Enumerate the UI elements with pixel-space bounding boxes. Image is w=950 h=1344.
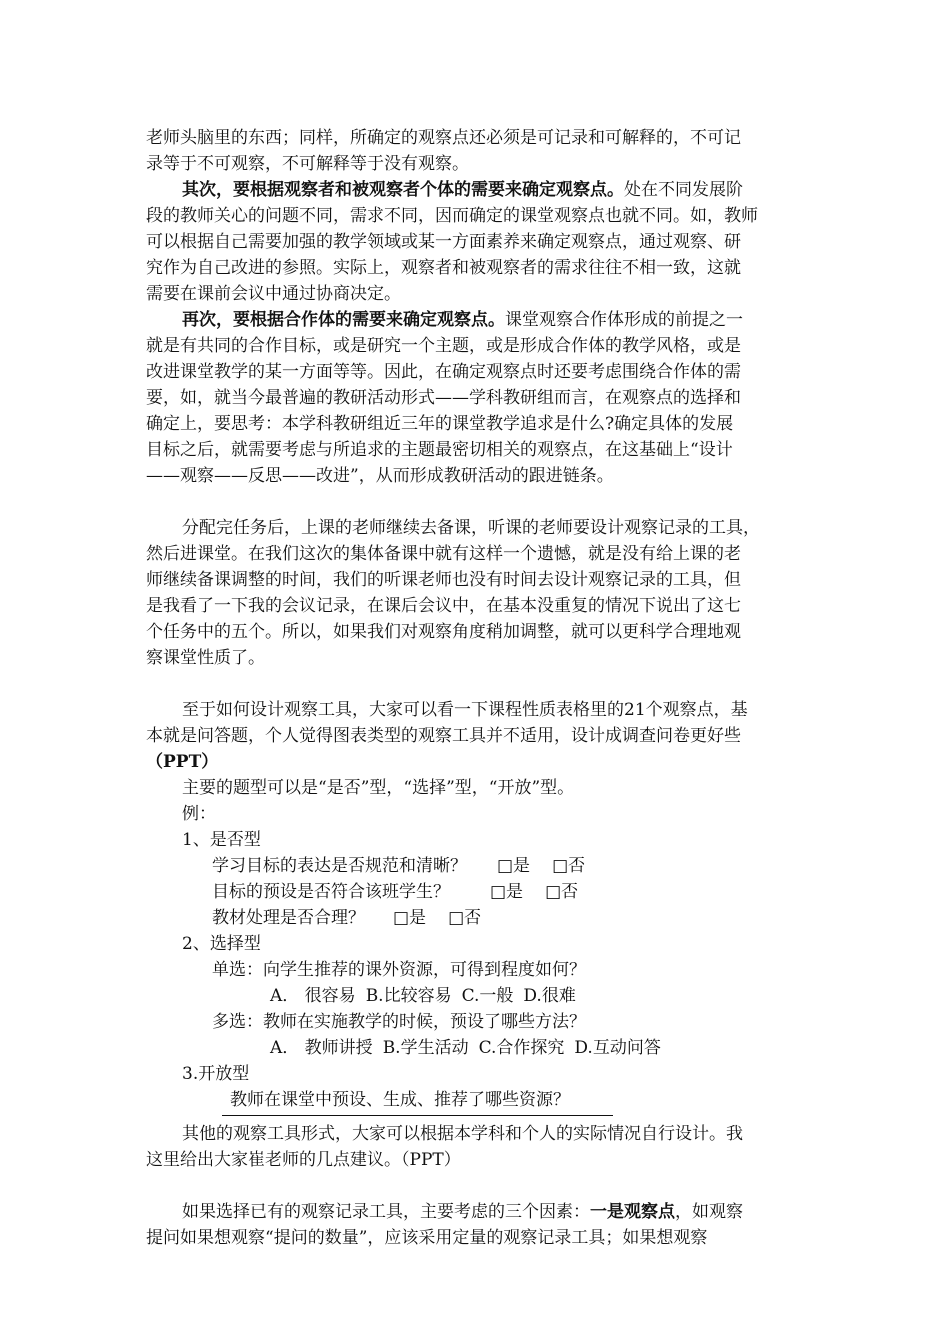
- open-heading: 3.开放型: [182, 1064, 250, 1084]
- answer-blank-line: [222, 1115, 613, 1116]
- choice-heading: 2、选择型: [182, 934, 261, 954]
- option-d: D.很难: [523, 986, 576, 1006]
- body-text-line: 分配完任务后，上课的老师继续去备课，听课的老师要设计观察记录的工具，: [182, 518, 760, 538]
- question-types-intro: 主要的题型可以是“是否”型，“选择”型，“开放”型。: [182, 778, 575, 798]
- option-a: A． 教师讲授: [270, 1038, 373, 1058]
- body-text-line: [146, 1147, 461, 1173]
- body-text-line: 要，如，就当今最普遍的教研活动形式——学科教研组而言，在观察点的选择和: [146, 388, 741, 408]
- body-text-line: 本就是问答题，个人觉得图表类型的观察工具并不适用，设计成调查问卷更好些: [146, 726, 741, 746]
- body-text-line: 是我看了一下我的会议记录，在课后会议中，在基本没重复的情况下说出了这七: [146, 596, 741, 616]
- yes-checkbox-option: □是: [490, 882, 524, 902]
- body-text-line: 就是有共同的合作目标，或是研究一个主题，或是形成合作体的教学风格，或是: [146, 336, 741, 356]
- paragraph-line: [182, 1199, 743, 1225]
- bold-lead-sentence: 再次，要根据合作体的需要来确定观察点。: [182, 310, 505, 330]
- single-choice-options: [270, 983, 576, 1009]
- body-text-line: 师继续备课调整的时间，我们的听课老师也没有时间去设计观察记录的工具，但: [146, 570, 741, 590]
- single-choice-question: 单选：向学生推荐的课外资源，可得到程度如何？: [212, 960, 586, 980]
- ppt-reference: （PPT）: [146, 752, 219, 772]
- yes-no-heading: 1、是否型: [182, 830, 261, 850]
- body-text-line: 可以根据自己需要加强的教学领域或某一方面素养来确定观察点，通过观察、研: [146, 232, 741, 252]
- body-text-line: 个任务中的五个。所以，如果我们对观察角度稍加调整，就可以更科学合理地观: [146, 622, 741, 642]
- option-a: A． 很容易: [270, 986, 356, 1006]
- no-checkbox-option: □否: [448, 908, 482, 928]
- body-text-line: 老师头脑里的东西；同样，所确定的观察点还必须是可记录和可解释的，不可记: [146, 128, 741, 148]
- option-c: C.一般: [461, 986, 514, 1006]
- question-text: 目标的预设是否符合该班学生？: [212, 882, 450, 902]
- body-text: 处在不同发展阶: [624, 180, 743, 200]
- question-text: 学习目标的表达是否规范和清晰？: [212, 856, 467, 876]
- paragraph-line: [182, 177, 743, 203]
- body-text-with-ppt: 这里给出大家崔老师的几点建议。（PPT）: [146, 1150, 461, 1170]
- body-text-line: 提问如果想观察“提问的数量”，应该采用定量的观察记录工具；如果想观察: [146, 1228, 708, 1248]
- no-checkbox-option: □否: [545, 882, 579, 902]
- body-text-line: 至于如何设计观察工具，大家可以看一下课程性质表格里的21个观察点，基: [182, 700, 748, 720]
- yes-checkbox-option: □是: [497, 856, 531, 876]
- bold-emphasis: 一是观察点: [590, 1202, 675, 1222]
- body-text-line: 确定上，要思考：本学科教研组近三年的课堂教学追求是什么?确定具体的发展: [146, 414, 734, 434]
- body-text-line: 目标之后，就需要考虑与所追求的主题最密切相关的观察点，在这基础上“设计: [146, 440, 733, 460]
- body-text-line: 然后进课堂。在我们这次的集体备课中就有这样一个遗憾，就是没有给上课的老: [146, 544, 741, 564]
- yes-checkbox-option: □是: [393, 908, 427, 928]
- option-c: C.合作探究: [478, 1038, 565, 1058]
- question-text: 教材处理是否合理？: [212, 908, 365, 928]
- option-b: B.学生活动: [382, 1038, 469, 1058]
- body-text-line: 究作为自己改进的参照。实际上，观察者和被观察者的需求往往不相一致，这就: [146, 258, 741, 278]
- no-checkbox-option: □否: [552, 856, 586, 876]
- body-text: ，如观察: [675, 1202, 743, 1222]
- yes-no-question: [212, 879, 578, 905]
- example-label: 例：: [182, 804, 216, 824]
- option-b: B.比较容易: [365, 986, 452, 1006]
- open-question: 教师在课堂中预设、生成、推荐了哪些资源？: [230, 1090, 570, 1110]
- body-text-line: 改进课堂教学的某一方面等等。因此，在确定观察点时还要考虑围绕合作体的需: [146, 362, 741, 382]
- body-text-line: 段的教师关心的问题不同，需求不同，因而确定的课堂观察点也就不同。如，教师: [146, 206, 758, 226]
- body-text-line: 需要在课前会议中通过协商决定。: [146, 284, 401, 304]
- multi-choice-options: [270, 1035, 661, 1061]
- body-text-line: ——观察——反思——改进”，从而形成教研活动的跟进链条。: [146, 466, 614, 486]
- body-text-line: 录等于不可观察，不可解释等于没有观察。: [146, 154, 469, 174]
- body-text-line: 其他的观察工具形式，大家可以根据本学科和个人的实际情况自行设计。我: [182, 1124, 743, 1144]
- option-d: D.互动问答: [574, 1038, 661, 1058]
- body-text-line: 察课堂性质了。: [146, 648, 265, 668]
- yes-no-question: [212, 853, 585, 879]
- body-text: 课堂观察合作体形成的前提之一: [505, 310, 743, 330]
- body-text: 如果选择已有的观察记录工具，主要考虑的三个因素：: [182, 1202, 590, 1222]
- bold-lead-sentence: 其次，要根据观察者和被观察者个体的需要来确定观察点。: [182, 180, 624, 200]
- multi-choice-question: 多选：教师在实施教学的时候，预设了哪些方法？: [212, 1012, 586, 1032]
- yes-no-question: [212, 905, 481, 931]
- paragraph-line: [182, 307, 743, 333]
